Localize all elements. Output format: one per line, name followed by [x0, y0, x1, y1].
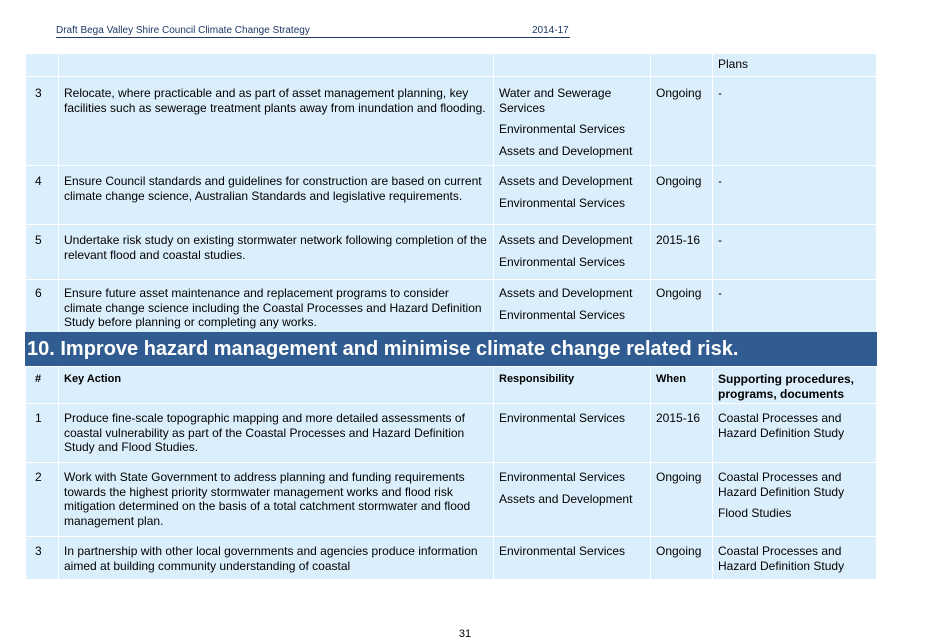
responsibility-item: Environmental Services	[499, 254, 626, 269]
header-responsibility: Responsibility	[494, 367, 651, 404]
cell-supporting	[713, 404, 877, 463]
cell-num: 4	[26, 166, 59, 225]
table-header-row	[26, 367, 877, 404]
table-row	[26, 225, 877, 280]
cell-action: Ensure future asset maintenance and replacement programs to consider climate change science including the Coastal Processes and Hazard Definition Study before planning or completing any works.	[59, 280, 494, 339]
cell-num: 2	[26, 463, 59, 537]
header-underline	[56, 37, 570, 38]
cell-supporting	[713, 537, 877, 580]
cell-action: Work with State Government to address planning and funding requirements towards the highest priority stormwater management works and flood risk mitigation determined on the basis of a total catchment stormwater and flood management plan.	[59, 463, 494, 537]
responsibility-item: Assets and Development	[499, 233, 633, 247]
cell-num: 3	[26, 537, 59, 580]
cell-supporting: -	[713, 166, 877, 225]
cell-responsibility	[494, 280, 651, 339]
actions-table-continued	[25, 53, 877, 339]
responsibility-item: Environmental Services	[499, 122, 626, 136]
cell-action: Ensure Council standards and guidelines for construction are based on current climate change science, Australian Standards and legislative requirements.	[59, 166, 494, 225]
header-supporting: Supporting procedures, programs, documents	[713, 367, 877, 404]
header-key-action: Key Action	[59, 367, 494, 404]
cell-action: Produce fine-scale topographic mapping and more detailed assessments of coastal vulnerability as part of the Coastal Processes and Hazard Definition Study and Flood Studies.	[59, 404, 494, 463]
table-row	[26, 280, 877, 339]
supporting-item: Flood Studies	[718, 506, 792, 520]
responsibility-item: Assets and Development	[499, 143, 633, 158]
cell-responsibility	[494, 54, 651, 77]
cell-supporting	[713, 54, 877, 77]
cell-num: 6	[26, 280, 59, 339]
cell-responsibility	[494, 77, 651, 166]
supporting-text: Plans	[718, 57, 749, 71]
cell-when: Ongoing	[651, 280, 713, 339]
document-header-year: 2014-17	[532, 25, 569, 36]
cell-when: 2015-16	[651, 225, 713, 280]
cell-when	[651, 54, 713, 77]
table-row	[26, 54, 877, 77]
cell-when: Ongoing	[651, 463, 713, 537]
cell-responsibility	[494, 537, 651, 580]
responsibility-item: Environmental Services	[499, 470, 626, 484]
cell-supporting: -	[713, 225, 877, 280]
table-row	[26, 463, 877, 537]
actions-table	[25, 366, 877, 580]
table-row	[26, 77, 877, 166]
cell-when: 2015-16	[651, 404, 713, 463]
cell-responsibility	[494, 166, 651, 225]
header-when: When	[651, 367, 713, 404]
page-number: 31	[458, 628, 472, 640]
header-num: #	[26, 367, 59, 404]
cell-action: Relocate, where practicable and as part of asset management planning, key facilities such as sewerage treatment plants away from inundation and flooding.	[59, 77, 494, 166]
responsibility-item: Environmental Services	[499, 195, 626, 210]
cell-action: In partnership with other local governments and agencies produce information aimed at building community understanding of coastal	[59, 537, 494, 580]
responsibility-item: Environmental Services	[499, 544, 626, 558]
document-header-title: Draft Bega Valley Shire Council Climate Change Strategy	[56, 25, 310, 36]
cell-num: 5	[26, 225, 59, 280]
responsibility-item: Assets and Development	[499, 174, 633, 188]
responsibility-item: Water and Sewerage Services	[499, 86, 612, 115]
cell-when: Ongoing	[651, 537, 713, 580]
table-row	[26, 166, 877, 225]
responsibility-item: Environmental Services	[499, 411, 626, 425]
cell-num: 3	[26, 77, 59, 166]
table-row	[26, 404, 877, 463]
supporting-item: Coastal Processes and Hazard Definition Study	[718, 411, 845, 440]
supporting-item: Coastal Processes and Hazard Definition Study	[718, 470, 845, 499]
cell-responsibility	[494, 225, 651, 280]
section-heading: 10. Improve hazard management and minimise climate change related risk.	[25, 332, 877, 366]
cell-responsibility	[494, 463, 651, 537]
cell-responsibility	[494, 404, 651, 463]
responsibility-item: Assets and Development	[499, 286, 633, 300]
cell-supporting: -	[713, 280, 877, 339]
cell-action: Undertake risk study on existing stormwater network following completion of the relevant flood and coastal studies.	[59, 225, 494, 280]
cell-when: Ongoing	[651, 166, 713, 225]
cell-action	[59, 54, 494, 77]
cell-when: Ongoing	[651, 77, 713, 166]
responsibility-item: Environmental Services	[499, 307, 626, 322]
cell-supporting: -	[713, 77, 877, 166]
cell-num	[26, 54, 59, 77]
responsibility-item: Assets and Development	[499, 491, 633, 506]
supporting-item: Coastal Processes and Hazard Definition Study	[718, 544, 845, 573]
cell-supporting	[713, 463, 877, 537]
cell-num: 1	[26, 404, 59, 463]
table-row	[26, 537, 877, 580]
